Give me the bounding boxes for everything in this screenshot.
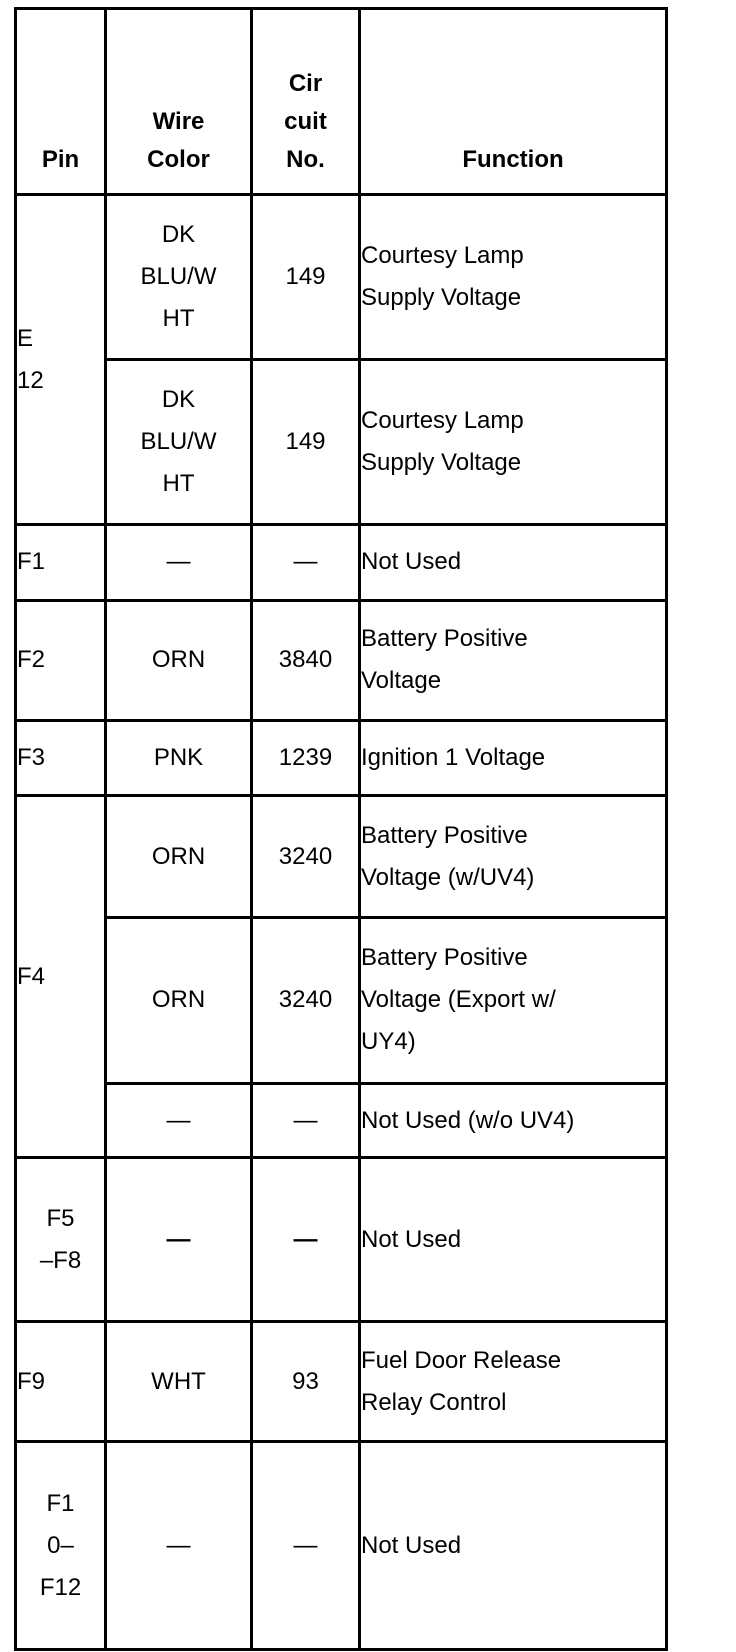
circuit-cell: —: [252, 525, 360, 601]
table-row: [16, 1442, 667, 1650]
table-row: [16, 600, 667, 720]
header-wire-color: Wire Color: [106, 9, 252, 195]
pin-cell: F5 –F8: [16, 1158, 106, 1322]
pin-cell: E 12: [16, 195, 106, 525]
wire-color-cell: ORN: [106, 917, 252, 1083]
wire-color-cell: DK BLU/W HT: [106, 360, 252, 525]
table-row: [16, 917, 667, 1083]
table-row: [16, 525, 667, 601]
function-cell: Ignition 1 Voltage: [360, 720, 667, 796]
wire-color-cell: PNK: [106, 720, 252, 796]
table-row: [16, 1322, 667, 1442]
table-row: [16, 1158, 667, 1322]
circuit-cell: 149: [252, 360, 360, 525]
wire-color-cell: —: [106, 1083, 252, 1157]
wire-color-cell: ORN: [106, 796, 252, 917]
pin-cell: F4: [16, 796, 106, 1158]
pin-cell: F1 0– F12: [16, 1442, 106, 1650]
wire-color-cell: —: [106, 525, 252, 601]
function-cell: Battery Positive Voltage (Export w/ UY4): [360, 917, 667, 1083]
circuit-cell: 3240: [252, 917, 360, 1083]
wire-color-cell: WHT: [106, 1322, 252, 1442]
pinout-table: [14, 7, 668, 1651]
wire-color-cell: ORN: [106, 600, 252, 720]
circuit-cell: 1239: [252, 720, 360, 796]
function-cell: Not Used: [360, 1442, 667, 1650]
function-cell: Not Used: [360, 525, 667, 601]
pin-cell: F1: [16, 525, 106, 601]
table-row: [16, 796, 667, 917]
circuit-cell: —: [252, 1158, 360, 1322]
function-cell: Not Used: [360, 1158, 667, 1322]
header-pin: Pin: [16, 9, 106, 195]
function-cell: Fuel Door Release Relay Control: [360, 1322, 667, 1442]
function-cell: Battery Positive Voltage: [360, 600, 667, 720]
header-function: Function: [360, 9, 667, 195]
pin-cell: F9: [16, 1322, 106, 1442]
header-circuit-no: Cir cuit No.: [252, 9, 360, 195]
wire-color-cell: —: [106, 1158, 252, 1322]
table-row: [16, 1083, 667, 1157]
function-cell: Courtesy Lamp Supply Voltage: [360, 195, 667, 360]
circuit-cell: —: [252, 1083, 360, 1157]
table-row: [16, 360, 667, 525]
circuit-cell: 3840: [252, 600, 360, 720]
circuit-cell: 3240: [252, 796, 360, 917]
function-cell: Battery Positive Voltage (w/UV4): [360, 796, 667, 917]
wire-color-cell: —: [106, 1442, 252, 1650]
pin-cell: F3: [16, 720, 106, 796]
wire-color-cell: DK BLU/W HT: [106, 195, 252, 360]
header-row: [16, 9, 667, 195]
circuit-cell: 149: [252, 195, 360, 360]
table-row: [16, 720, 667, 796]
circuit-cell: —: [252, 1442, 360, 1650]
circuit-cell: 93: [252, 1322, 360, 1442]
pin-cell: F2: [16, 600, 106, 720]
table-row: [16, 195, 667, 360]
function-cell: Courtesy Lamp Supply Voltage: [360, 360, 667, 525]
function-cell: Not Used (w/o UV4): [360, 1083, 667, 1157]
